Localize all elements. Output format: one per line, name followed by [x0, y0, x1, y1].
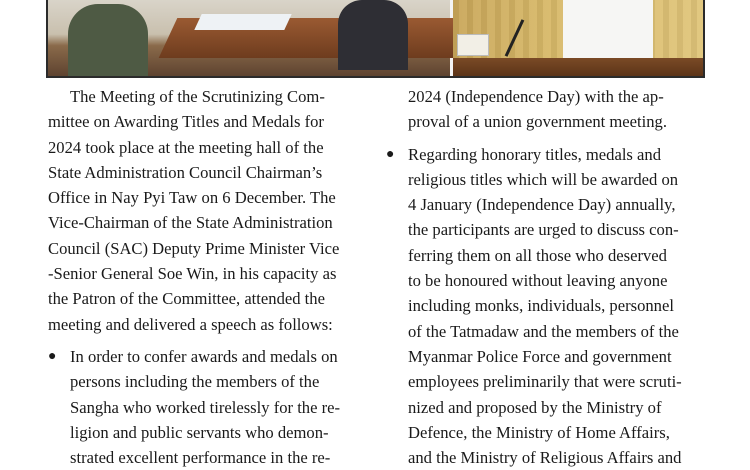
speaker-photo — [453, 0, 703, 76]
text-line: In order to confer awards and medals on — [70, 346, 338, 366]
text-line: Office in Nay Pyi Taw on 6 December. The — [48, 188, 336, 208]
text-line: meeting and delivered a speech as follows: — [48, 314, 333, 334]
bullet-icon: ● — [386, 146, 395, 162]
text-line: ligion and public servants who demon- — [70, 422, 329, 442]
text-line: 2024 (Independence Day) with the ap- — [408, 87, 664, 106]
text-line: Council (SAC) Deputy Prime Minister Vice — [48, 238, 340, 258]
text-line: religious titles which will be awarded on — [408, 169, 679, 189]
text-line: Vice-Chairman of the State Administration — [48, 213, 333, 233]
text-line: to be honoured without leaving anyone — [408, 271, 668, 291]
text-line: 2024 took place at the meeting hall of the — [48, 137, 324, 157]
text-line: of the Tatmadaw and the members of the — [408, 321, 679, 341]
attendee-figure — [338, 0, 408, 70]
text-line: employees preliminarily that were scruti- — [408, 372, 682, 392]
text-line: nized and proposed by the Ministry of — [408, 397, 662, 417]
intro-paragraph — [48, 84, 362, 337]
text-line: The Meeting of the Scrutinizing Com- — [70, 87, 325, 106]
text-line: the Patron of the Committee, attended the — [48, 289, 325, 309]
text-line: ferring them on all those who deserved — [408, 245, 667, 265]
text-line: and the Ministry of Religious Affairs and — [408, 448, 682, 468]
continued-paragraph — [386, 84, 701, 135]
bullet-item — [386, 142, 701, 470]
left-column — [48, 84, 362, 470]
text-line: Myanmar Police Force and government — [408, 346, 672, 366]
attendee-figure — [68, 4, 148, 78]
speaker-desk — [453, 58, 703, 76]
text-line: including monks, individuals, personnel — [408, 296, 674, 316]
text-line: Sangha who worked tirelessly for the re- — [70, 397, 341, 417]
bullet-icon: ● — [48, 348, 57, 364]
nameplate — [457, 34, 489, 56]
meeting-photo — [48, 0, 450, 76]
text-line: 4 January (Independence Day) annually, — [408, 195, 676, 215]
text-line: Regarding honorary titles, medals and — [408, 144, 661, 164]
table-papers — [194, 14, 291, 30]
text-line: -Senior General Soe Win, in his capacity as — [48, 264, 337, 284]
text-line: Defence, the Ministry of Home Affairs, — [408, 422, 670, 442]
text-line: mittee on Awarding Titles and Medals for — [48, 112, 324, 132]
bullet-item — [48, 344, 362, 470]
text-line: proval of a union government meeting. — [408, 112, 667, 132]
news-photo-strip — [46, 0, 705, 78]
right-column — [386, 84, 701, 470]
text-line: strated excellent performance in the re- — [70, 448, 331, 468]
text-line: the participants are urged to discuss con- — [408, 220, 679, 240]
text-line: persons including the members of the — [70, 372, 320, 392]
text-line: State Administration Council Chairman’s — [48, 162, 323, 182]
